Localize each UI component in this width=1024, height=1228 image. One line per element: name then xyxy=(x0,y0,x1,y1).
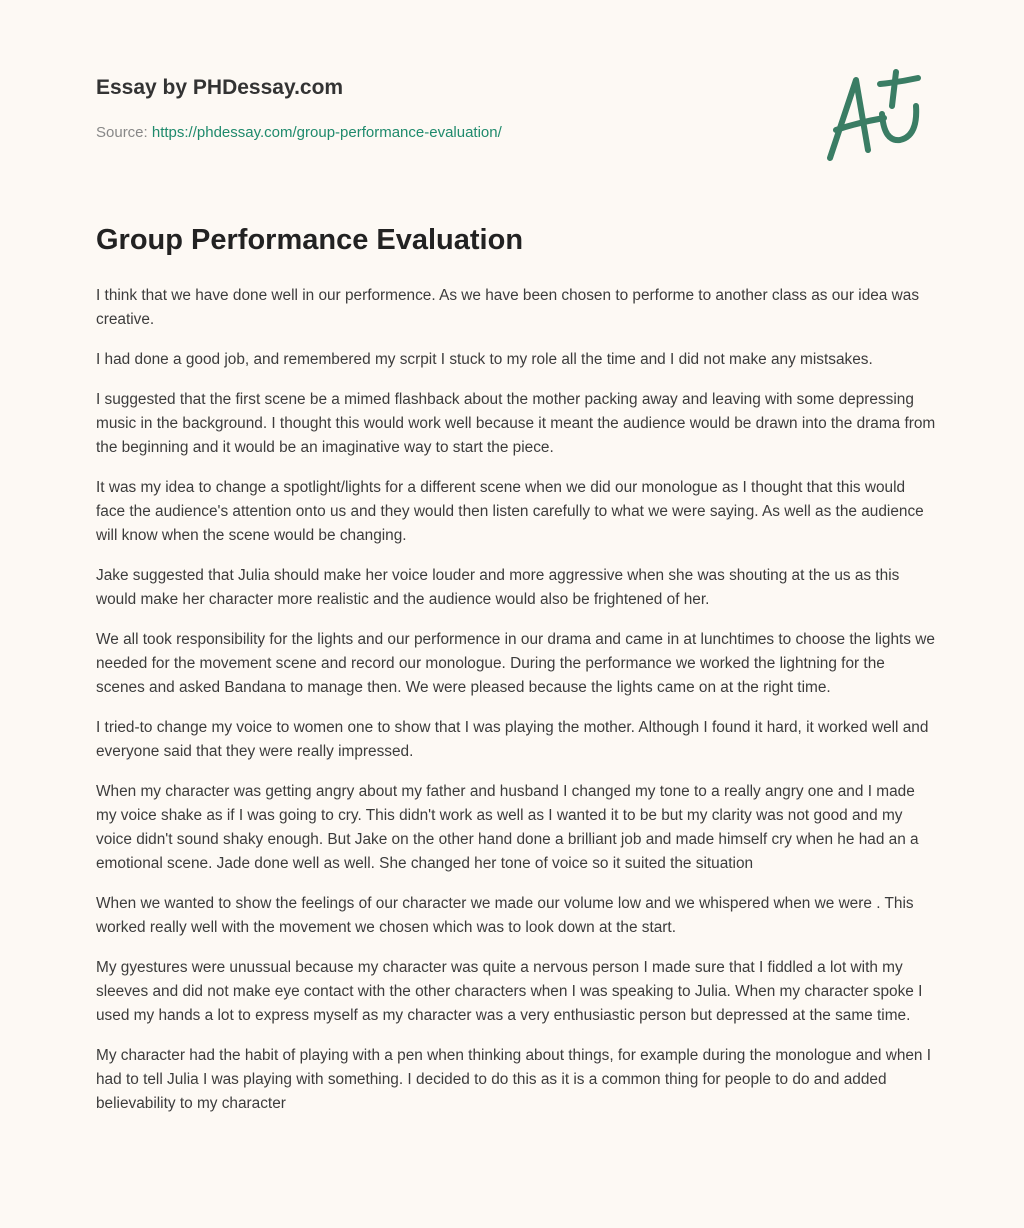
site-title: Essay by PHDessay.com xyxy=(96,76,344,99)
essay-paragraph: I had done a good job, and remembered my scrpit I stuck to my role all the time and I did not make any mistsakes. xyxy=(96,351,873,368)
source-line xyxy=(96,124,502,141)
source-label: Source: xyxy=(96,124,148,141)
essay-paragraph: We all took responsibility for the lights and our performence in our drama and came in at lunchtimes to choose the lights we needed for the movement scene and record our monologue. During the performance we worked the lightning for the scenes and asked Bandana to manage then. We were pleased because the lights came on at the right time. xyxy=(96,631,935,696)
essay-paragraph: I suggested that the first scene be a mimed flashback about the mother packing away and leaving with some depressing music in the background. I thought this would work well because it meant the audience would be drawn into the drama from the beginning and it would be an imaginative way to start the piece. xyxy=(96,391,936,456)
essay-paragraph: It was my idea to change a spotlight/lights for a different scene when we did our monologue as I thought that this would face the audience's attention onto us and they would then listen carefully to what we were saying. As well as the audience will know when the scene would be changing. xyxy=(96,479,924,544)
a-plus-logo-icon xyxy=(820,66,930,166)
source-link[interactable]: https://phdessay.com/group-performance-evaluation/ xyxy=(151,124,502,141)
essay-paragraph: Jake suggested that Julia should make her voice louder and more aggressive when she was shouting at the us as this would make her character more realistic and the audience would also be frightened of her. xyxy=(96,567,900,608)
essay-title: Group Performance Evaluation xyxy=(96,224,524,256)
essay-paragraph: I think that we have done well in our performence. As we have been chosen to performe to another class as our idea was creative. xyxy=(96,287,920,328)
essay-paragraph: My gyestures were unussual because my character was quite a nervous person I made sure that I fiddled a lot with my sleeves and did not make eye contact with the other characters when I was speaking to Julia. When my character spoke I used my hands a lot to express myself as my character was a very enthusiastic person but depressed at the same time. xyxy=(96,959,923,1024)
essay-paragraph: When we wanted to show the feelings of our character we made our volume low and we whispered when we were . This worked really well with the movement we chosen which was to look down at the start. xyxy=(96,895,914,936)
essay-paragraph: When my character was getting angry about my father and husband I changed my tone to a really angry one and I made my voice shake as if I was going to cry. This didn't work as well as I wanted it to be but my clarity was not good and my voice didn't sound shaky enough. But Jake on the other hand done a brilliant job and made himself cry when he had an a emotional scene. Jade done well as well. She changed her tone of voice so it suited the situation xyxy=(96,783,919,872)
site-header xyxy=(96,76,502,141)
essay-paragraph: My character had the habit of playing with a pen when thinking about things, for example during the monologue and when I had to tell Julia I was playing with something. I decided to do this as it is a common thing for people to do and added believability to my character xyxy=(96,1047,932,1112)
essay-body xyxy=(96,284,936,1132)
essay-paragraph: I tried-to change my voice to women one to show that I was playing the mother. Although I found it hard, it worked well and everyone said that they were really impressed. xyxy=(96,719,929,760)
